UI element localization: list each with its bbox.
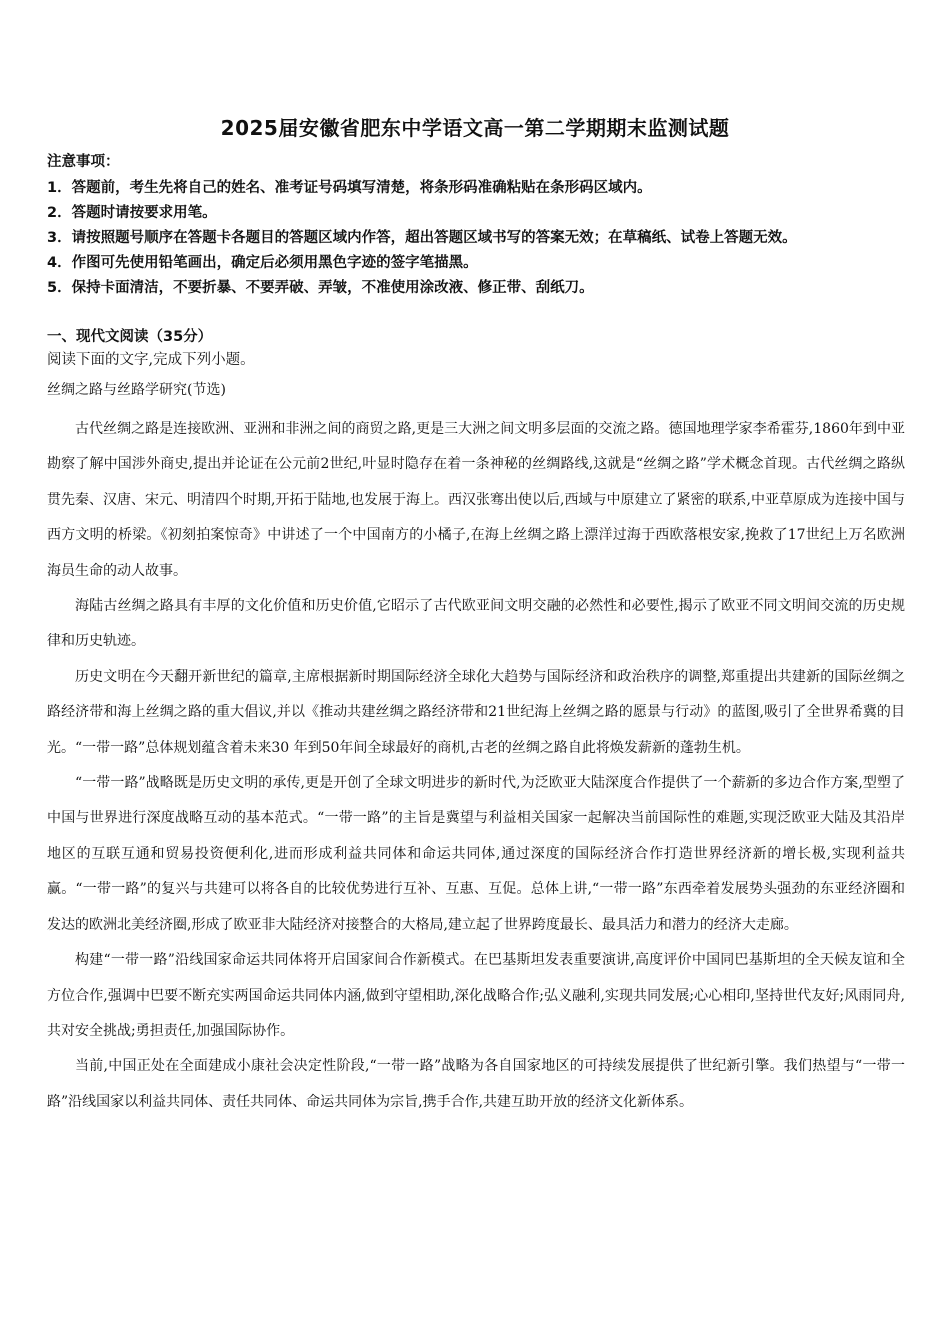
paragraph: 历史文明在今天翻开新世纪的篇章,主席根据新时期国际经济全球化大趋势与国际经济和政治秩序的调整,郑重提出共建新的国际丝绸之路经济带和海上丝绸之路的重大倡议,并以《推动共建丝绸之路经济带和21世纪海上丝绸之路的愿景与行动》的蓝图,吸引了全世界希冀的目光。“一带一路”总体规划蕴含着未来30 年到50年间全球最好的商机,古老的丝绸之路自此将焕发薪新的蓬勃生机。 <box>47 668 905 756</box>
reading-instruction: 阅读下面的文字,完成下列小题。 <box>47 352 255 368</box>
notice-item: 4．作图可先使用铅笔画出，确定后必须用黑色字迹的签字笔描黑。 <box>47 255 478 271</box>
article-body <box>47 412 905 1120</box>
notice-item: 3．请按照题号顺序在答题卡各题目的答题区域内作答，超出答题区域书写的答案无效；在草稿纸、试卷上答题无效。 <box>47 230 797 246</box>
notice-item: 5．保持卡面清洁，不要折暴、不要弄破、弄皱，不准使用涂改液、修正带、刮纸刀。 <box>47 280 594 296</box>
notice-item: 1．答题前，考生先将自己的姓名、准考证号码填写清楚，将条形码准确粘贴在条形码区域内。 <box>47 180 652 196</box>
section-title: 一、现代文阅读（35分） <box>47 329 213 345</box>
paragraph: 海陆古丝绸之路具有丰厚的文化价值和历史价值,它昭示了古代欧亚间文明交融的必然性和必要性,揭示了欧亚不同文明间交流的历史规律和历史轨迹。 <box>47 598 905 650</box>
paragraph: 构建“一带一路”沿线国家命运共同体将开启国家间合作新模式。在巴基斯坦发表重要演讲,高度评价中国同巴基斯坦的全天候友谊和全方位合作,强调中巴要不断充实两国命运共同体内涵,做到守望相助,深化战略合作;弘义融利,实现共同发展;心心相印,坚持世代友好;风雨同舟,共对安全挑战;勇担责任,加强国际协作。 <box>47 952 905 1039</box>
section-header <box>47 326 917 402</box>
paragraph: “一带一路”战略既是历史文明的承传,更是开创了全球文明进步的新时代,为泛欧亚大陆深度合作提供了一个薪新的多边合作方案,型塑了中国与世界进行深度战略互动的基本范式。“一带一路”的主旨是冀望与利益相关国家一起解决当前国际性的难题,实现泛欧亚大陆及其沿岸地区的互联互通和贸易投资便利化,进而形成利益共同体和命运共同体,通过深度的国际经济合作打造世界经济新的增长极,实现利益共赢。“一带一路”的复兴与共建可以将各自的比较优势进行互补、互惠、互促。总体上讲,“一带一路”东西牵着发展势头强劲的东亚经济圈和发达的欧洲北美经济圈,形成了欧亚非大陆经济对接整合的大格局,建立起了世界跨度最长、最具活力和潜力的经济大走廊。 <box>47 775 905 933</box>
notice-item: 2．答题时请按要求用笔。 <box>47 205 217 221</box>
paragraph: 古代丝绸之路是连接欧洲、亚洲和非洲之间的商贸之路,更是三大洲之间文明多层面的交流之路。德国地理学家李希霍芬,1860年到中亚勘察了解中国涉外商史,提出并论证在公元前2世纪,叶显时隐存在着一条神秘的丝绸路线,这就是“丝绸之路”学术概念首现。古代丝绸之路纵贯先秦、汉唐、宋元、明清四个时期,开拓于陆地,也发展于海上。西汉张骞出使以后,西域与中原建立了紧密的联系,中亚草原成为连接中国与西方文明的桥梁。《初刻拍案惊奇》中讲述了一个中国南方的小橘子,在海上丝绸之路上漂洋过海于西欧落根安家,挽救了17世纪上万名欧洲海员生命的动人故事。 <box>47 421 905 579</box>
notice-block <box>47 150 917 301</box>
notice-heading: 注意事项： <box>47 154 120 170</box>
paragraph: 当前,中国正处在全面建成小康社会决定性阶段,“一带一路”战略为各自国家地区的可持续发展提供了世纪新引擎。我们热望与“一带一路”沿线国家以利益共同体、责任共同体、命运共同体为宗旨,携手合作,共建互助开放的经济文化新体系。 <box>47 1058 905 1110</box>
page-title: 2025届安徽省肥东中学语文高一第二学期期末监测试题 <box>220 116 730 140</box>
article-title: 丝绸之路与丝路学研究(节选) <box>47 382 226 398</box>
